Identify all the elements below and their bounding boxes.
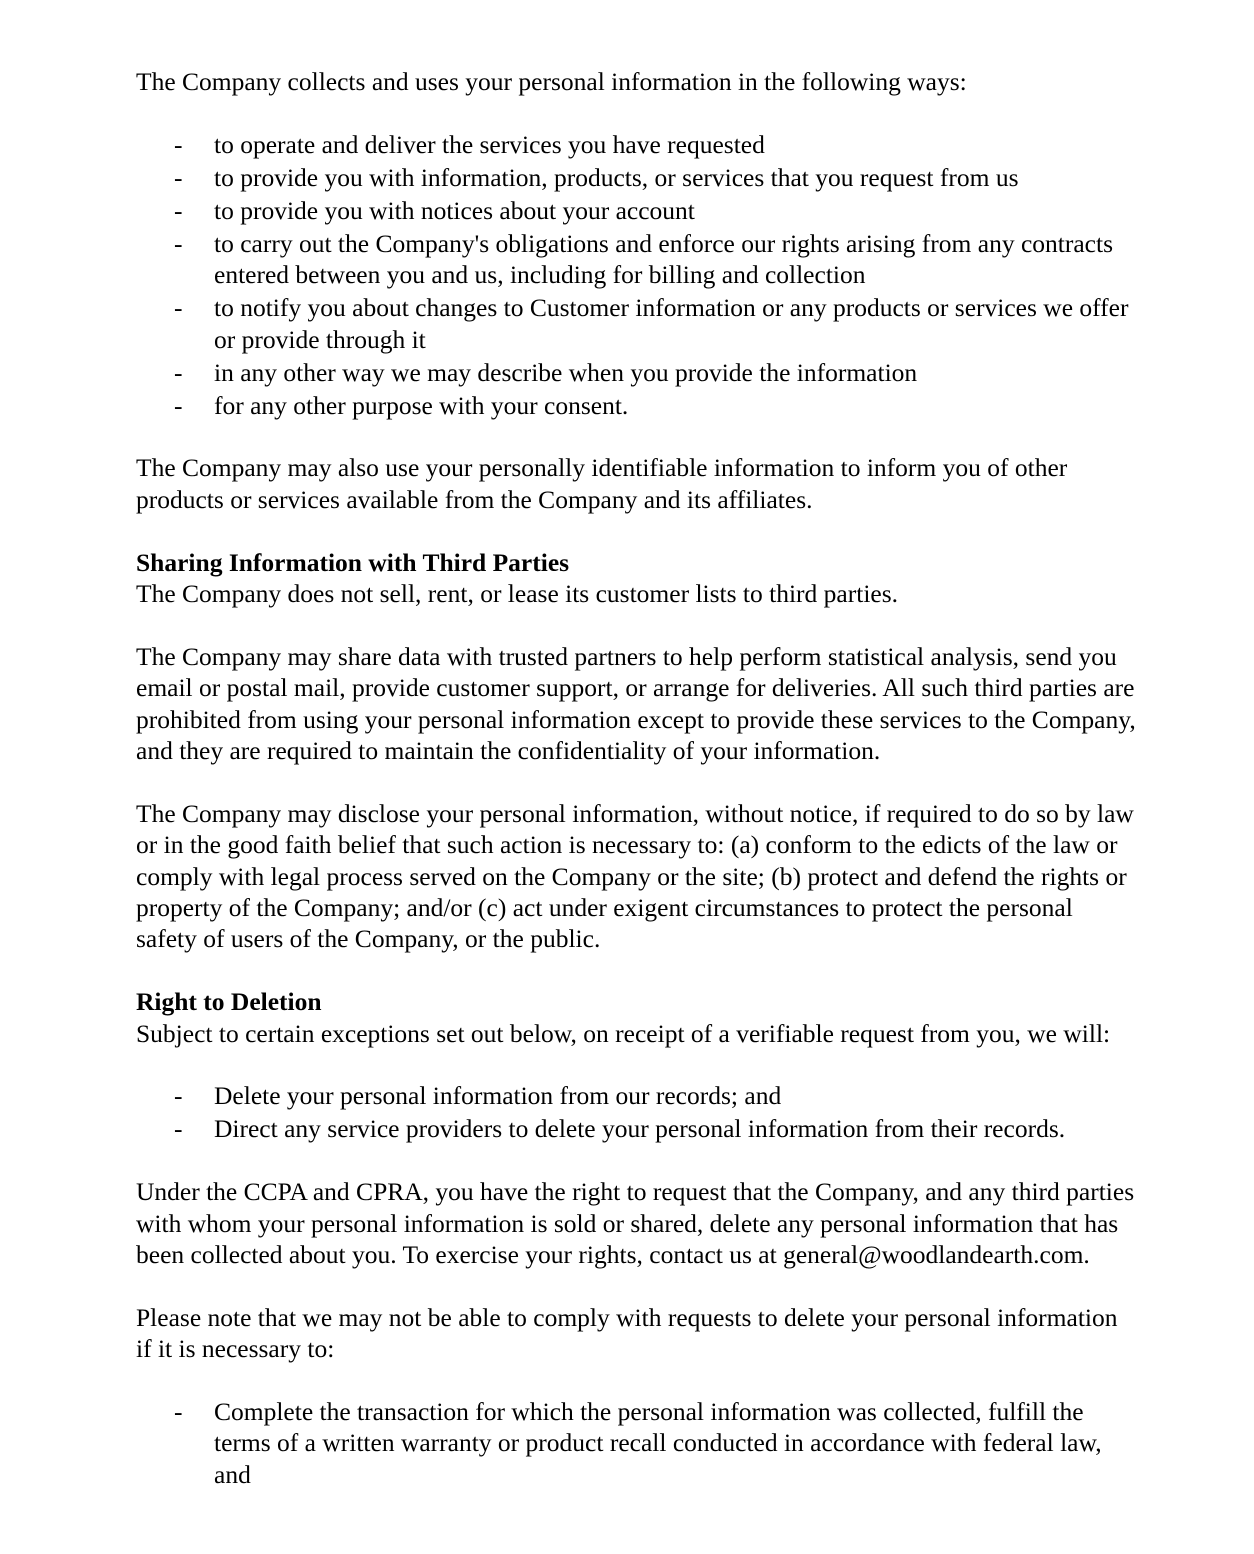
list-item-text: to notify you about changes to Customer information or any products or services we offer or provide through it	[214, 293, 1129, 354]
sharing-heading: Sharing Information with Third Parties	[136, 547, 570, 577]
list-item	[136, 357, 1136, 388]
dash-bullet: -	[174, 129, 183, 159]
deletion-paragraph-1: Subject to certain exceptions set out below, on receipt of a verifiable request from you, we will:	[136, 1018, 1111, 1048]
list-item	[136, 390, 1136, 421]
list-item-text: in any other way we may describe when you provide the information	[214, 357, 918, 387]
deletion-paragraph-2: Under the CCPA and CPRA, you have the right to request that the Company, and any third parties with whom your personal information is sold or shared, delete any personal information that has been collected about you. To exercise your rights, contact us at general@woodlandearth.com.	[136, 1177, 1135, 1270]
list-item	[136, 1396, 1136, 1490]
list-item	[136, 195, 1136, 226]
list-item-text: to operate and deliver the services you have requested	[214, 129, 765, 159]
dash-bullet: -	[174, 1081, 183, 1111]
list-item-text: Delete your personal information from our records; and	[214, 1081, 782, 1111]
list-item-text: to carry out the Company's obligations and enforce our rights arising from any contracts entered between you and us, including for billing and collection	[214, 228, 1113, 290]
list-item	[136, 162, 1136, 193]
deletion-heading: Right to Deletion	[136, 987, 322, 1017]
uses-paragraph-2: The Company may also use your personally identifiable information to inform you of other products or services available from the Company and its affiliates.	[136, 453, 1068, 514]
dash-bullet: -	[174, 195, 183, 225]
list-item-text: Complete the transaction for which the personal information was collected, fulfill the terms of a written warranty or product recall conducted in accordance with federal law, and	[214, 1397, 1102, 1489]
list-item	[136, 292, 1136, 355]
uses-list	[136, 129, 1136, 421]
dash-bullet: -	[174, 228, 183, 258]
dash-bullet: -	[174, 1114, 183, 1144]
dash-bullet: -	[174, 162, 183, 192]
list-item	[136, 1113, 1136, 1144]
list-item-text: to provide you with information, products, or services that you request from us	[214, 162, 1019, 192]
deletion-exceptions-list	[136, 1396, 1136, 1490]
list-item	[136, 228, 1136, 291]
deletion-list	[136, 1080, 1136, 1144]
deletion-paragraph-3: Please note that we may not be able to comply with requests to delete your personal information if it is necessary to:	[136, 1302, 1118, 1364]
dash-bullet: -	[174, 293, 183, 323]
sharing-paragraph-1: The Company does not sell, rent, or lease its customer lists to third parties.	[136, 579, 899, 609]
dash-bullet: -	[174, 1397, 183, 1427]
sharing-paragraph-3: The Company may disclose your personal information, without notice, if required to do so by law or in the good faith belief that such action is necessary to: (a) conform to the edicts of the law or comply with legal process served on the Company or the site; (b) protect and defend the rights or property of the Company; and/or (c) act under exigent circumstances to protect the personal safety of users of the Company, or the public.	[136, 798, 1134, 954]
list-item-text: Direct any service providers to delete your personal information from their records.	[214, 1114, 1066, 1144]
list-item	[136, 1080, 1136, 1111]
intro-paragraph: The Company collects and uses your personal information in the following ways:	[136, 67, 967, 96]
list-item-text: for any other purpose with your consent.	[214, 390, 629, 420]
dash-bullet: -	[174, 357, 183, 387]
list-item-text: to provide you with notices about your account	[214, 195, 695, 225]
dash-bullet: -	[174, 390, 183, 420]
sharing-paragraph-2: The Company may share data with trusted partners to help perform statistical analysis, send you email or postal mail, provide customer support, or arrange for deliveries. All such third parties are prohibited from using your personal information except to provide these services to the Company, and they are required to maintain the confidentiality of your information.	[136, 641, 1136, 766]
list-item	[136, 129, 1136, 160]
